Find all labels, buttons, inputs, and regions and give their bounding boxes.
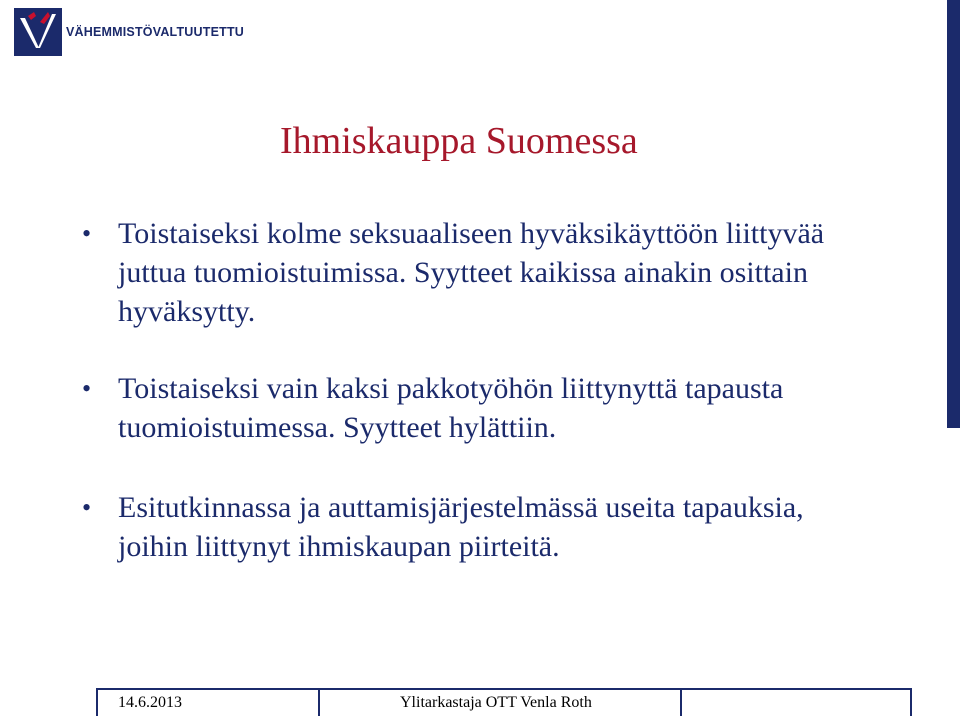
footer-divider — [96, 688, 912, 690]
footer-separator — [96, 688, 98, 716]
bullet-icon: • — [82, 374, 92, 403]
footer-separator — [680, 688, 682, 716]
bullet-item — [80, 214, 870, 331]
footer-separator — [318, 688, 320, 716]
accent-bar — [947, 0, 960, 428]
slide-footer — [96, 688, 912, 720]
bullet-icon: • — [82, 493, 92, 522]
footer-author: Ylitarkastaja OTT Venla Roth — [400, 694, 592, 711]
logo-mark-icon — [14, 8, 62, 56]
slide-title: Ihmiskauppa Suomessa — [280, 120, 638, 162]
footer-date: 14.6.2013 — [118, 694, 182, 711]
bullet-item — [80, 488, 870, 566]
footer-separator — [910, 688, 912, 716]
bullet-text: Esitutkinnassa ja auttamisjärjestelmässä useita tapauksia, joihin liittynyt ihmiskaupan piirteitä. — [118, 491, 804, 563]
bullet-text: Toistaiseksi kolme seksuaaliseen hyväksikäyttöön liittyvää juttua tuomioistuimissa. Syytteet kaikissa ainakin osittain hyväksytty. — [118, 217, 825, 328]
organization-logo — [14, 8, 244, 56]
bullet-text: Toistaiseksi vain kaksi pakkotyöhön liittynyttä tapausta tuomioistuimessa. Syytteet hylättiin. — [118, 372, 784, 444]
logo-text: VÄHEMMISTÖVALTUUTETTU — [66, 25, 245, 39]
bullet-item — [80, 369, 870, 447]
bullet-list — [80, 214, 870, 566]
bullet-icon: • — [82, 219, 92, 248]
